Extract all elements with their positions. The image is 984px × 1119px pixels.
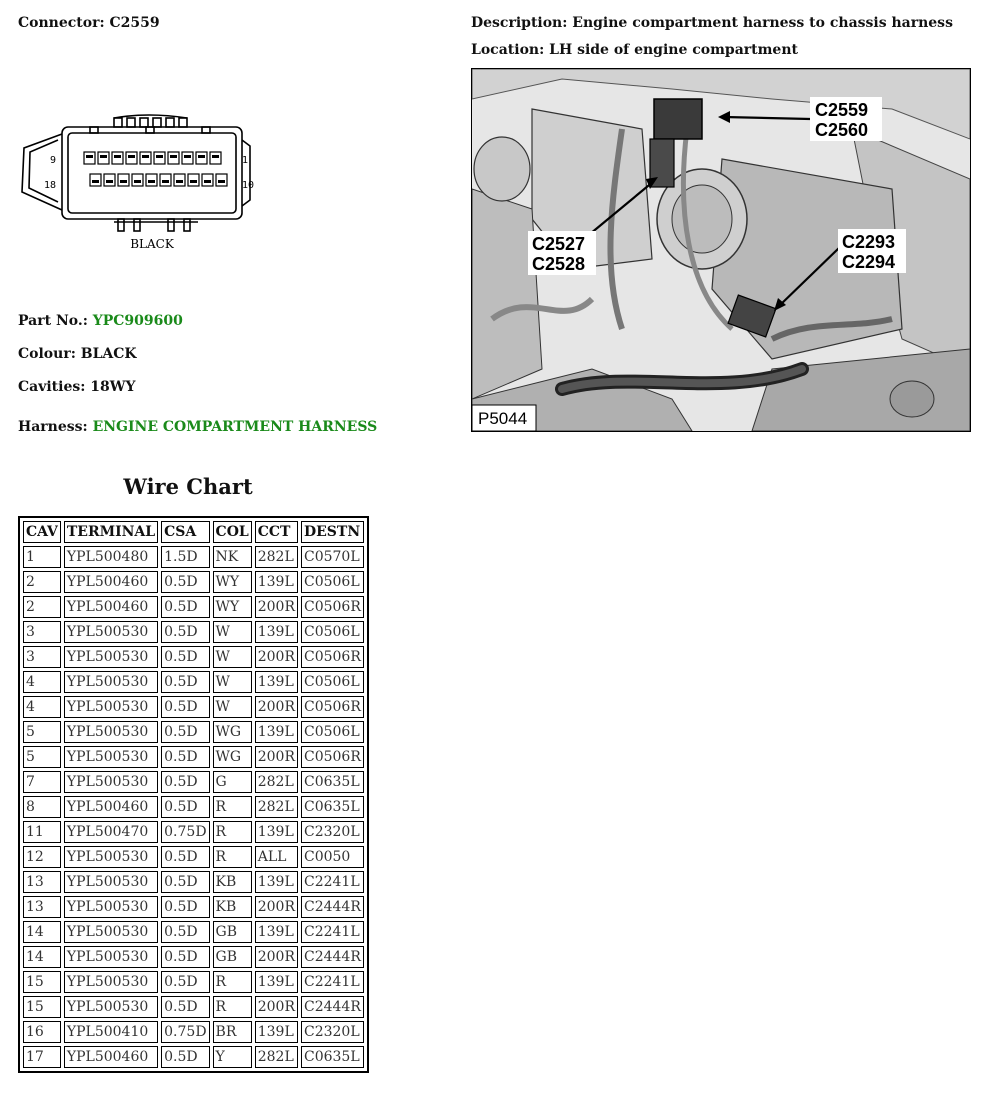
table-cell-csa: 0.5D — [161, 671, 209, 693]
table-row — [23, 846, 364, 868]
table-cell-cav: 14 — [23, 921, 61, 943]
engine-compartment-photo — [471, 68, 971, 432]
header-destn: DESTN — [301, 521, 364, 543]
table-cell-cct: 200R — [255, 746, 298, 768]
cavities — [18, 379, 136, 395]
wire-chart-body — [23, 546, 364, 1068]
table-cell-terminal: YPL500460 — [64, 1046, 158, 1068]
table-cell-destn: C2444R — [301, 996, 364, 1018]
table-cell-cav: 5 — [23, 746, 61, 768]
table-cell-cav: 2 — [23, 596, 61, 618]
header-col: COL — [213, 521, 252, 543]
table-cell-terminal: YPL500530 — [64, 896, 158, 918]
table-row — [23, 571, 364, 593]
table-cell-destn: C2320L — [301, 821, 364, 843]
table-cell-destn: C2241L — [301, 921, 364, 943]
harness — [18, 419, 377, 435]
header-cav: CAV — [23, 521, 61, 543]
table-cell-csa: 0.5D — [161, 1046, 209, 1068]
table-cell-csa: 0.5D — [161, 746, 209, 768]
table-row — [23, 946, 364, 968]
table-cell-cav: 4 — [23, 696, 61, 718]
table-row — [23, 896, 364, 918]
table-cell-terminal: YPL500480 — [64, 546, 158, 568]
table-cell-destn: C0050 — [301, 846, 364, 868]
table-cell-terminal: YPL500460 — [64, 571, 158, 593]
table-cell-cav: 3 — [23, 646, 61, 668]
table-cell-col: WG — [213, 721, 252, 743]
table-cell-csa: 0.75D — [161, 821, 209, 843]
table-cell-terminal: YPL500530 — [64, 696, 158, 718]
table-cell-col: W — [213, 646, 252, 668]
table-cell-destn: C0635L — [301, 1046, 364, 1068]
table-cell-terminal: YPL500530 — [64, 946, 158, 968]
table-cell-col: R — [213, 796, 252, 818]
table-cell-destn: C0506L — [301, 621, 364, 643]
table-cell-csa: 0.5D — [161, 996, 209, 1018]
table-cell-cct: 200R — [255, 696, 298, 718]
colour — [18, 346, 137, 362]
description-label: Description: — [471, 15, 568, 31]
pin-18-label: 18 — [44, 180, 57, 191]
table-cell-cct: 139L — [255, 1021, 298, 1043]
table-cell-col: GB — [213, 921, 252, 943]
description — [471, 15, 953, 31]
callout-c2528: C2528 — [532, 254, 586, 274]
table-cell-col: W — [213, 696, 252, 718]
table-cell-cct: 200R — [255, 946, 298, 968]
table-row — [23, 621, 364, 643]
table-cell-col: BR — [213, 1021, 252, 1043]
table-cell-terminal: YPL500530 — [64, 971, 158, 993]
table-cell-cav: 12 — [23, 846, 61, 868]
table-cell-destn: C2444R — [301, 896, 364, 918]
table-cell-destn: C0506L — [301, 671, 364, 693]
table-cell-cct: 139L — [255, 671, 298, 693]
table-cell-cct: 139L — [255, 621, 298, 643]
table-cell-csa: 0.5D — [161, 646, 209, 668]
table-cell-destn: C0635L — [301, 796, 364, 818]
wire-chart-title: Wire Chart — [123, 474, 253, 499]
table-row — [23, 996, 364, 1018]
header-csa: CSA — [161, 521, 209, 543]
pin-10-label: 10 — [242, 180, 255, 191]
connector-color-caption: BLACK — [130, 237, 174, 251]
cavities-value: 18WY — [90, 379, 136, 395]
table-row — [23, 746, 364, 768]
table-cell-col: G — [213, 771, 252, 793]
harness-label: Harness: — [18, 419, 88, 435]
connector-diagram — [18, 110, 268, 260]
table-cell-terminal: YPL500530 — [64, 771, 158, 793]
table-cell-destn: C2320L — [301, 1021, 364, 1043]
table-cell-terminal: YPL500460 — [64, 596, 158, 618]
table-row — [23, 546, 364, 568]
table-cell-csa: 0.5D — [161, 771, 209, 793]
table-cell-cct: 139L — [255, 721, 298, 743]
table-cell-terminal: YPL500530 — [64, 621, 158, 643]
table-cell-col: W — [213, 671, 252, 693]
table-row — [23, 1021, 364, 1043]
table-cell-destn: C0506R — [301, 646, 364, 668]
table-row — [23, 871, 364, 893]
table-row — [23, 671, 364, 693]
pin-1-label: 1 — [242, 155, 249, 166]
harness-link[interactable]: ENGINE COMPARTMENT HARNESS — [92, 419, 378, 435]
table-cell-destn: C0506L — [301, 571, 364, 593]
table-cell-csa: 1.5D — [161, 546, 209, 568]
table-cell-destn: C0570L — [301, 546, 364, 568]
table-cell-terminal: YPL500530 — [64, 721, 158, 743]
table-cell-destn: C0506R — [301, 746, 364, 768]
wire-chart-table — [18, 516, 369, 1073]
table-cell-terminal: YPL500530 — [64, 646, 158, 668]
table-cell-cct: 139L — [255, 971, 298, 993]
table-cell-cav: 17 — [23, 1046, 61, 1068]
table-cell-terminal: YPL500530 — [64, 996, 158, 1018]
table-cell-csa: 0.5D — [161, 846, 209, 868]
table-cell-terminal: YPL500470 — [64, 821, 158, 843]
table-cell-cav: 15 — [23, 996, 61, 1018]
pin-9-label: 9 — [50, 155, 57, 166]
colour-label: Colour: — [18, 346, 76, 362]
table-cell-col: WY — [213, 596, 252, 618]
table-cell-destn: C2241L — [301, 971, 364, 993]
callout-c2559: C2559 — [815, 100, 869, 120]
table-cell-cav: 3 — [23, 621, 61, 643]
table-cell-destn: C0506R — [301, 696, 364, 718]
table-cell-csa: 0.75D — [161, 1021, 209, 1043]
table-cell-cct: 200R — [255, 596, 298, 618]
table-cell-csa: 0.5D — [161, 796, 209, 818]
table-cell-csa: 0.5D — [161, 921, 209, 943]
colour-value: BLACK — [80, 346, 137, 362]
table-cell-csa: 0.5D — [161, 946, 209, 968]
table-cell-col: R — [213, 996, 252, 1018]
table-cell-cct: 282L — [255, 771, 298, 793]
table-cell-col: R — [213, 971, 252, 993]
table-cell-cav: 16 — [23, 1021, 61, 1043]
table-cell-destn: C2444R — [301, 946, 364, 968]
table-cell-terminal: YPL500530 — [64, 746, 158, 768]
header-cct: CCT — [255, 521, 298, 543]
description-value: Engine compartment harness to chassis harness — [572, 15, 953, 31]
table-row — [23, 646, 364, 668]
table-row — [23, 771, 364, 793]
table-cell-csa: 0.5D — [161, 696, 209, 718]
table-cell-cav: 5 — [23, 721, 61, 743]
table-cell-terminal: YPL500530 — [64, 871, 158, 893]
table-row — [23, 821, 364, 843]
table-cell-col: KB — [213, 896, 252, 918]
table-cell-csa: 0.5D — [161, 621, 209, 643]
table-cell-cct: 200R — [255, 646, 298, 668]
callout-c2293: C2293 — [842, 232, 896, 252]
table-cell-cav: 7 — [23, 771, 61, 793]
cavities-label: Cavities: — [18, 379, 86, 395]
table-cell-cav: 14 — [23, 946, 61, 968]
table-cell-cct: 139L — [255, 821, 298, 843]
table-cell-cav: 2 — [23, 571, 61, 593]
table-cell-csa: 0.5D — [161, 596, 209, 618]
connector-id: C2559 — [109, 15, 160, 31]
table-cell-col: WG — [213, 746, 252, 768]
table-row — [23, 596, 364, 618]
table-cell-terminal: YPL500410 — [64, 1021, 158, 1043]
table-row — [23, 971, 364, 993]
table-cell-cct: 282L — [255, 546, 298, 568]
table-row — [23, 796, 364, 818]
table-cell-cav: 1 — [23, 546, 61, 568]
table-cell-terminal: YPL500530 — [64, 921, 158, 943]
table-cell-cav: 13 — [23, 896, 61, 918]
connector-label: Connector: — [18, 15, 105, 31]
header-terminal: TERMINAL — [64, 521, 158, 543]
table-cell-cct: 139L — [255, 871, 298, 893]
part-no — [18, 313, 183, 329]
location — [471, 42, 798, 58]
table-cell-cav: 13 — [23, 871, 61, 893]
table-cell-destn: C2241L — [301, 871, 364, 893]
photo-id: P5044 — [478, 409, 528, 428]
table-cell-cct: 282L — [255, 1046, 298, 1068]
table-cell-col: GB — [213, 946, 252, 968]
wire-chart-header-row — [23, 521, 364, 543]
table-cell-csa: 0.5D — [161, 871, 209, 893]
table-row — [23, 721, 364, 743]
table-cell-terminal: YPL500460 — [64, 796, 158, 818]
table-cell-csa: 0.5D — [161, 571, 209, 593]
table-cell-cct: 139L — [255, 571, 298, 593]
table-cell-cav: 15 — [23, 971, 61, 993]
table-cell-cct: ALL — [255, 846, 298, 868]
connector-title — [18, 15, 160, 31]
table-cell-destn: C0635L — [301, 771, 364, 793]
table-cell-col: KB — [213, 871, 252, 893]
table-cell-col: Y — [213, 1046, 252, 1068]
callout-c2527: C2527 — [532, 234, 586, 254]
table-cell-csa: 0.5D — [161, 721, 209, 743]
table-cell-cav: 11 — [23, 821, 61, 843]
table-row — [23, 1046, 364, 1068]
table-cell-col: R — [213, 821, 252, 843]
table-cell-cct: 200R — [255, 996, 298, 1018]
table-cell-destn: C0506R — [301, 596, 364, 618]
table-row — [23, 921, 364, 943]
table-cell-terminal: YPL500530 — [64, 671, 158, 693]
table-row — [23, 696, 364, 718]
table-cell-cct: 139L — [255, 921, 298, 943]
table-cell-csa: 0.5D — [161, 971, 209, 993]
location-value: LH side of engine compartment — [549, 42, 798, 58]
table-cell-col: R — [213, 846, 252, 868]
table-cell-cct: 200R — [255, 896, 298, 918]
table-cell-col: WY — [213, 571, 252, 593]
callout-c2294: C2294 — [842, 252, 896, 272]
table-cell-col: NK — [213, 546, 252, 568]
location-label: Location: — [471, 42, 545, 58]
table-cell-cct: 282L — [255, 796, 298, 818]
callout-c2560: C2560 — [815, 120, 869, 140]
table-cell-cav: 8 — [23, 796, 61, 818]
table-cell-cav: 4 — [23, 671, 61, 693]
table-cell-col: W — [213, 621, 252, 643]
table-cell-destn: C0506L — [301, 721, 364, 743]
table-cell-csa: 0.5D — [161, 896, 209, 918]
part-no-label: Part No.: — [18, 313, 88, 329]
part-no-link[interactable]: YPC909600 — [92, 313, 183, 329]
table-cell-terminal: YPL500530 — [64, 846, 158, 868]
